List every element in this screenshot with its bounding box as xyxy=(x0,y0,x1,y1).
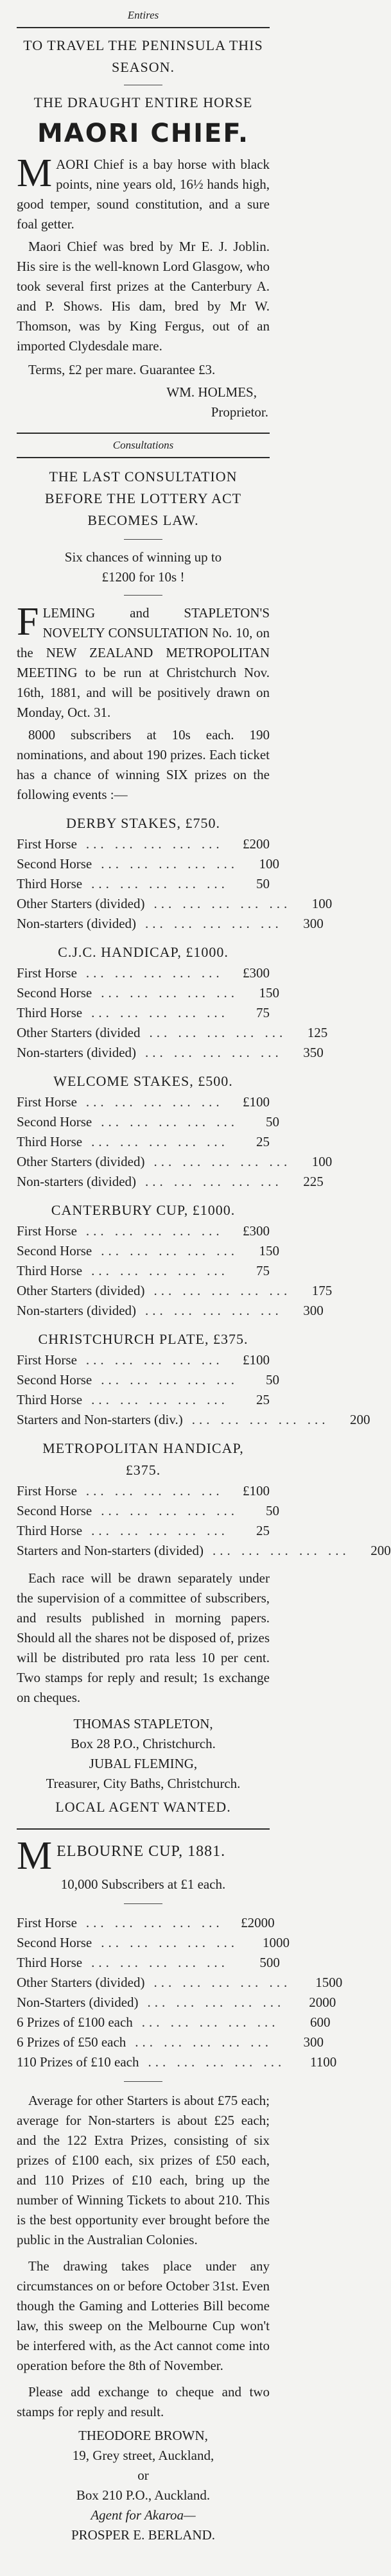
prize-row xyxy=(17,1023,328,1043)
ad-heading: BEFORE THE LOTTERY ACT xyxy=(44,490,242,506)
leader-dots: ... ... ... ... ... xyxy=(101,1503,238,1518)
address-or: or xyxy=(137,2468,149,2483)
signatory-name: JUBAL FLEMING, xyxy=(89,1756,198,1771)
prize-label: Non-Starters (divided) xyxy=(17,1995,139,2010)
prize-value: 50 xyxy=(265,1372,279,1387)
prize-label: Starters and Non-starters (div.) xyxy=(17,1412,183,1427)
prize-row xyxy=(17,874,270,894)
divider xyxy=(124,2081,162,2082)
prize-label: 110 Prizes of £10 each xyxy=(17,2054,139,2070)
ad-paragraph xyxy=(17,151,270,234)
heading-text: ELBOURNE CUP, 1881. xyxy=(56,1843,226,1860)
drop-cap: M xyxy=(17,1834,53,1878)
signatory-address: 19, Grey street, Auckland, xyxy=(72,2448,214,2463)
prize-row xyxy=(17,1092,270,1112)
prize-row xyxy=(17,894,333,914)
ad-paragraph: 8000 subscribers at 10s each. 190 nominations, and about 190 prizes. Each ticket has a chance of winning SIX prizes on the following events :— xyxy=(17,727,270,802)
prize-row xyxy=(17,1261,270,1281)
paragraph-text: LEMING and STAPLETON'S NOVELTY CONSULTATION No. 10, on the NEW ZEALAND METROPOLITAN MEETING to be run at Christchurch Nov. 16th, 1881, and will be positively drawn on Monday, Oct. 31. xyxy=(17,605,270,720)
leader-dots: ... ... ... ... ... xyxy=(145,1303,282,1318)
prize-label: Other Starters (divided) xyxy=(17,1283,145,1298)
leader-dots: ... ... ... ... ... xyxy=(147,1995,285,2010)
ad-terms: Terms, £2 per mare. Guarantee £3. xyxy=(28,362,216,377)
prize-label: First Horse xyxy=(17,1483,77,1498)
prize-value: 225 xyxy=(303,1174,324,1189)
prize-value: 1500 xyxy=(315,1975,343,1990)
prize-label: Third Horse xyxy=(17,1523,83,1538)
prize-value: 1000 xyxy=(262,1935,290,1950)
ad-paragraph: Average for other Starters is about £75 each; average for Non-starters is about £25 each; and the 122 Extra Prizes, consisting of six prizes of £100 each, six prizes of £50 each, and 110 Prizes of £10 each, bring up the number of Winning Tickets to about 210. This is the best opportunity ever brought before the public in the Australian Colonies. xyxy=(17,2093,270,2247)
race-title: WELCOME STAKES, £500. xyxy=(53,1073,233,1089)
leader-dots: ... ... ... ... ... xyxy=(91,1955,229,1970)
prize-label: Other Starters (divided) xyxy=(17,896,145,911)
owner-title: Proprietor. xyxy=(211,404,268,420)
leader-dots: ... ... ... ... ... xyxy=(145,916,282,931)
leader-dots: ... ... ... ... ... xyxy=(91,1392,229,1407)
ad-melbourne-cup xyxy=(17,1830,343,2545)
signatory-address: Box 28 P.O., Christchurch. xyxy=(71,1736,216,1751)
drop-cap: F xyxy=(17,600,39,644)
prize-value: 25 xyxy=(256,1523,270,1538)
leader-dots: ... ... ... ... ... xyxy=(145,1045,282,1060)
ad-paragraph: The drawing takes place under any circumstances on or before October 31st. Even though the Gaming and Lotteries Bill become law, this sweep on the Melbourne Cup won't be interfered with, as the Act cannot come into operation before the 8th of November. xyxy=(17,2258,270,2373)
ad-maori-chief xyxy=(17,28,270,422)
prize-value: 300 xyxy=(303,1303,324,1318)
prize-row xyxy=(17,963,270,983)
leader-dots: ... ... ... ... ... xyxy=(85,1915,223,1930)
ad-heading: BECOMES LAW. xyxy=(87,512,199,528)
prize-value: 50 xyxy=(265,1114,279,1129)
prize-label: Other Starters (divided) xyxy=(17,1975,145,1990)
ad-heading: THE DRAUGHT ENTIRE HORSE xyxy=(33,94,253,110)
ad-paragraph: Maori Chief was bred by Mr E. J. Joblin. His sire is the well-known Lord Glasgow, who took several first prizes at the Canterbury A. and P. Shows. His dam, bred by Mr W. Thomson, was by King Fergus, out of an imported Clydesdale mare. xyxy=(17,239,270,354)
signatory-name: THOMAS STAPLETON, xyxy=(73,1716,213,1731)
prize-label: Other Starters (divided xyxy=(17,1025,141,1040)
prize-row xyxy=(17,1370,279,1390)
prize-label: First Horse xyxy=(17,1915,77,1930)
prize-value: 125 xyxy=(307,1025,328,1040)
prize-row xyxy=(17,834,270,854)
race-title: CHRISTCHURCH PLATE, £375. xyxy=(38,1331,248,1347)
prize-label: Non-starters (divided) xyxy=(17,1045,137,1060)
prize-value: 75 xyxy=(256,1263,270,1278)
prize-label: Third Horse xyxy=(17,876,83,891)
agent-wanted: LOCAL AGENT WANTED. xyxy=(55,1799,231,1815)
leader-dots: ... ... ... ... ... xyxy=(141,2014,279,2030)
paragraph-text: AORI Chief is a bay horse with black points, nine years old, 16½ hands high, good temper, sound constitution, and a sure foal getter. xyxy=(17,157,270,232)
ad-paragraph: Each race will be drawn separately under the supervision of a committee of subscribers, and results published in morning papers. Should all the shares not be disposed of, prizes will be distributed pro rata less 10 per cent. Two stamps for reply and result; 1s exchange on cheques. xyxy=(17,1570,270,1705)
signatory-address: Treasurer, City Baths, Christchurch. xyxy=(46,1776,241,1791)
divider xyxy=(17,433,270,434)
prize-label: Second Horse xyxy=(17,1935,92,1950)
prize-value: 100 xyxy=(259,856,279,872)
prize-label: Third Horse xyxy=(17,1005,83,1020)
divider xyxy=(124,539,162,540)
prize-label: Third Horse xyxy=(17,1392,83,1407)
ad-subheading: Six chances of winning up to xyxy=(64,549,222,565)
leader-dots: ... ... ... ... ... xyxy=(149,1025,287,1040)
horse-name: MAORI CHIEF. xyxy=(37,119,250,148)
leader-dots: ... ... ... ... ... xyxy=(101,985,238,1000)
leader-dots: ... ... ... ... ... xyxy=(85,836,223,852)
signatory-address: Box 210 P.O., Auckland. xyxy=(76,2487,211,2503)
prize-label: Second Horse xyxy=(17,1503,92,1518)
race-title: DERBY STAKES, £750. xyxy=(65,815,221,831)
leader-dots: ... ... ... ... ... xyxy=(85,1483,223,1498)
prize-row xyxy=(17,1410,370,1430)
leader-dots: ... ... ... ... ... xyxy=(191,1412,329,1427)
leader-dots: ... ... ... ... ... xyxy=(91,1005,229,1020)
race-title: METROPOLITAN HANDICAP, xyxy=(42,1440,244,1456)
prize-row xyxy=(17,1933,290,1953)
race-title: CANTERBURY CUP, £1000. xyxy=(51,1202,236,1218)
prize-value: 300 xyxy=(303,916,324,931)
prize-row xyxy=(17,1241,279,1261)
leader-dots: ... ... ... ... ... xyxy=(101,1935,238,1950)
prize-value: 200 xyxy=(349,1412,370,1427)
ad-paragraph xyxy=(17,600,270,723)
prize-row xyxy=(17,854,279,874)
prize-row xyxy=(17,1350,270,1370)
race-title: C.J.C. HANDICAP, £1000. xyxy=(58,944,229,960)
prize-label: First Horse xyxy=(17,1094,77,1110)
prize-row xyxy=(17,1390,270,1410)
drop-cap: M xyxy=(17,151,53,195)
prize-row xyxy=(17,1281,333,1301)
prize-value: 50 xyxy=(256,876,270,891)
prize-row xyxy=(17,983,279,1003)
prize-value: 100 xyxy=(311,896,333,911)
leader-dots: ... ... ... ... ... xyxy=(135,2034,273,2050)
leader-dots: ... ... ... ... ... xyxy=(101,1372,238,1387)
prize-value: £2000 xyxy=(241,1915,275,1930)
prize-label: Second Horse xyxy=(17,1114,92,1129)
prize-value: 200 xyxy=(370,1543,391,1558)
prize-value: 1100 xyxy=(310,2054,337,2070)
prize-value: 100 xyxy=(311,1154,333,1169)
ad-subheading: £1200 for 10s ! xyxy=(101,569,185,585)
leader-dots: ... ... ... ... ... xyxy=(145,1174,282,1189)
prize-label: Third Horse xyxy=(17,1134,83,1149)
ad-heading: THE LAST CONSULTATION xyxy=(49,468,238,485)
section-header-entires: Entires xyxy=(127,9,159,21)
prize-label: First Horse xyxy=(17,1352,77,1368)
prize-row xyxy=(17,914,324,934)
ad-heading: SEASON. xyxy=(111,59,175,75)
prize-label: Second Horse xyxy=(17,856,92,872)
prize-label: First Horse xyxy=(17,1223,77,1239)
prize-value: 600 xyxy=(310,2014,331,2030)
prize-label: Non-starters (divided) xyxy=(17,1303,137,1318)
prize-row xyxy=(17,1481,270,1501)
prize-value: 50 xyxy=(265,1503,279,1518)
prize-label: Other Starters (divided) xyxy=(17,1154,145,1169)
owner-name: WM. HOLMES, xyxy=(166,384,257,400)
prize-value: 25 xyxy=(256,1134,270,1149)
prize-row xyxy=(17,1501,279,1521)
prize-row xyxy=(17,1003,270,1023)
prize-value: £100 xyxy=(243,1483,270,1498)
prize-value: £300 xyxy=(243,965,270,981)
prize-label: Third Horse xyxy=(17,1955,83,1970)
prize-label: Non-starters (divided) xyxy=(17,1174,137,1189)
prize-label: First Horse xyxy=(17,965,77,981)
prize-row xyxy=(17,1953,280,1973)
leader-dots: ... ... ... ... ... xyxy=(85,1094,223,1110)
prize-label: First Horse xyxy=(17,836,77,852)
prize-row xyxy=(17,1973,343,1993)
prize-table xyxy=(17,1913,343,2072)
leader-dots: ... ... ... ... ... xyxy=(153,896,291,911)
divider xyxy=(124,1903,162,1904)
prize-row xyxy=(17,2032,324,2052)
prize-label: Second Horse xyxy=(17,1372,92,1387)
prize-label: Non-starters (divided) xyxy=(17,916,137,931)
prize-row xyxy=(17,1521,270,1541)
prize-label: Second Horse xyxy=(17,985,92,1000)
ad-subheading: 10,000 Subscribers at £1 each. xyxy=(60,1876,226,1892)
leader-dots: ... ... ... ... ... xyxy=(213,1543,350,1558)
leader-dots: ... ... ... ... ... xyxy=(101,1243,238,1258)
prize-value: £100 xyxy=(243,1094,270,1110)
prize-row xyxy=(17,1132,270,1152)
ad-heading: TO TRAVEL THE PENINSULA THIS xyxy=(23,37,263,53)
ad-consultation xyxy=(17,458,391,1818)
prize-label: Starters and Non-starters (divided) xyxy=(17,1543,204,1558)
divider xyxy=(124,595,162,596)
prize-value: 300 xyxy=(303,2034,324,2050)
prize-row xyxy=(17,2052,337,2072)
prize-row xyxy=(17,1221,270,1241)
section-header-consultations: Consultations xyxy=(112,439,174,451)
leader-dots: ... ... ... ... ... xyxy=(91,1263,229,1278)
leader-dots: ... ... ... ... ... xyxy=(153,1154,291,1169)
prize-row xyxy=(17,1301,324,1321)
prize-row xyxy=(17,1993,336,2013)
ad-paragraph: Please add exchange to cheque and two stamps for reply and result. xyxy=(17,2384,270,2419)
leader-dots: ... ... ... ... ... xyxy=(148,2054,286,2070)
signatory-name: THEODORE BROWN, xyxy=(78,2428,208,2443)
prize-row xyxy=(17,1172,324,1192)
prize-value: 500 xyxy=(259,1955,280,1970)
prize-value: 150 xyxy=(259,985,279,1000)
agent-label: Agent for Akaroa— xyxy=(91,2507,196,2523)
leader-dots: ... ... ... ... ... xyxy=(91,1134,229,1149)
leader-dots: ... ... ... ... ... xyxy=(101,856,238,872)
prize-value: £100 xyxy=(243,1352,270,1368)
prize-value: £300 xyxy=(243,1223,270,1239)
race-title: £375. xyxy=(125,1462,161,1478)
prize-label: 6 Prizes of £50 each xyxy=(17,2034,126,2050)
prize-row xyxy=(17,2013,331,2032)
prize-label: Third Horse xyxy=(17,1263,83,1278)
leader-dots: ... ... ... ... ... xyxy=(91,1523,229,1538)
prize-value: 2000 xyxy=(309,1995,336,2010)
prize-row xyxy=(17,1112,279,1132)
leader-dots: ... ... ... ... ... xyxy=(153,1975,291,1990)
prize-label: Second Horse xyxy=(17,1243,92,1258)
prize-value: 150 xyxy=(259,1243,279,1258)
agent-name: PROSPER E. BERLAND. xyxy=(71,2527,216,2543)
prize-value: 350 xyxy=(303,1045,324,1060)
ad-heading xyxy=(17,1834,270,1878)
leader-dots: ... ... ... ... ... xyxy=(91,876,229,891)
leader-dots: ... ... ... ... ... xyxy=(85,1352,223,1368)
prize-row xyxy=(17,1043,324,1063)
prize-row xyxy=(17,1541,391,1561)
prize-value: 25 xyxy=(256,1392,270,1407)
prize-value: 175 xyxy=(311,1283,333,1298)
race-list xyxy=(17,812,391,1561)
prize-row xyxy=(17,1913,275,1933)
prize-value: £200 xyxy=(243,836,270,852)
prize-label: 6 Prizes of £100 each xyxy=(17,2014,133,2030)
prize-value: 75 xyxy=(256,1005,270,1020)
leader-dots: ... ... ... ... ... xyxy=(101,1114,238,1129)
leader-dots: ... ... ... ... ... xyxy=(85,1223,223,1239)
prize-row xyxy=(17,1152,333,1172)
leader-dots: ... ... ... ... ... xyxy=(153,1283,291,1298)
leader-dots: ... ... ... ... ... xyxy=(85,965,223,981)
